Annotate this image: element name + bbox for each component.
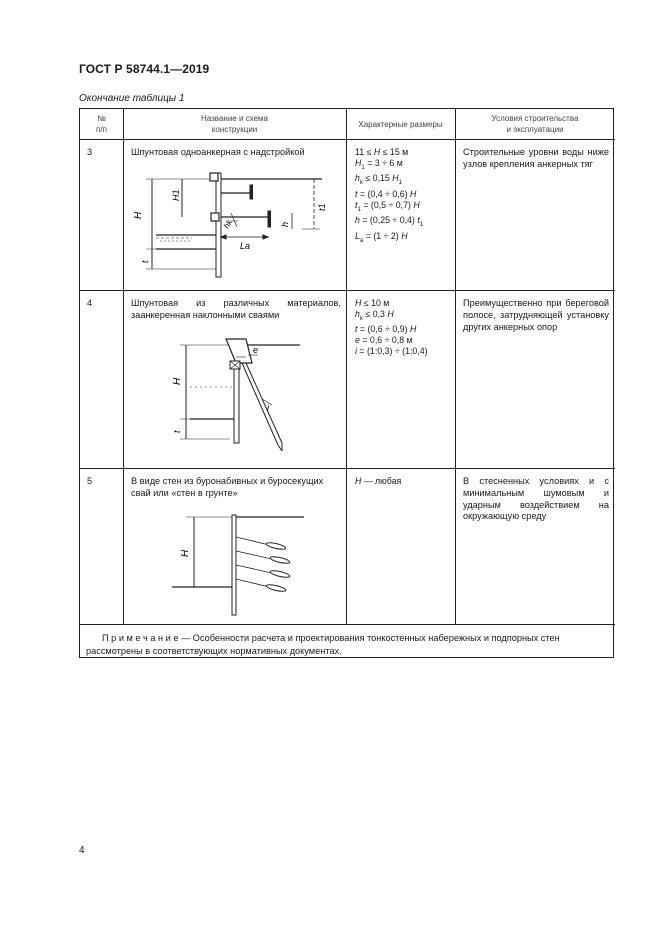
row3-dim-5: $t_1 = (0,5 \div 0,7)$ H (355, 199, 420, 213)
row3-label-H: H (133, 211, 144, 219)
row4-label-H: H (172, 377, 183, 385)
row4-dim-4: e = 0,6 ÷ 0,8 м (355, 335, 413, 346)
row3-conditions: Строительные уровни воды ниже узлов крепления анкерных тяг (463, 147, 609, 169)
row3-dim-4: t = (0,4 ÷ 0,6) H (355, 188, 417, 199)
row4-dim-2: $h_k \le 0,3$ H (355, 308, 394, 322)
row3-scheme (132, 165, 342, 287)
table-note: П р и м е ч а н и е — Особенности расчета и проектирования тонкостенных набережных и подпорных стен рассмотрены в соответствующих нормативных документах. (86, 633, 560, 656)
header-num (80, 113, 123, 135)
table-caption: Окончание таблицы 1 (79, 93, 185, 104)
row4-label-i: i (267, 403, 269, 413)
row4-dim-3: t = (0,6 ÷ 0,9) H (355, 324, 417, 335)
row3-dim-6: h = (0,25 ÷ 0,4) $t_1$ (355, 215, 424, 228)
row3-label-hk: hk (221, 218, 234, 230)
header-divider (80, 139, 615, 140)
row5-dim-1: H — любая (355, 476, 402, 486)
row5-name: В виде стен из буронабивных и буросекущих свай или «стен в грунте» (131, 476, 324, 498)
row4-label-t: t (172, 430, 182, 433)
row-divider-4 (80, 468, 615, 469)
table-frame (79, 108, 614, 658)
row4-num: 4 (87, 298, 93, 308)
header-dims: Характерные размеры (358, 120, 443, 129)
header-name-line2: конструкции (211, 125, 258, 134)
row-divider-3 (80, 290, 615, 291)
header-name-line1: Название и схема (201, 114, 268, 123)
row4-dims (355, 298, 453, 357)
page-number: 4 (79, 845, 85, 856)
row3-dims (355, 147, 453, 246)
row4-dim-5: i = (1:0,3) ÷ (1:0,4) (355, 345, 428, 356)
row5-num: 5 (87, 476, 93, 486)
row3-label-H1: H1 (171, 189, 181, 201)
col-divider-1 (123, 109, 124, 624)
col-divider-3 (455, 109, 456, 624)
row3-name: Шпунтовая одноанкерная с надстройкой (131, 147, 305, 157)
table-note-cell (80, 624, 615, 659)
row4-name: Шпунтовая из различных материалов, заанкеренная наклонными сваями (131, 298, 341, 320)
row4-conditions: Преимущественно при береговой полосе, затрудняющей установку других анкерных опор (463, 298, 609, 332)
col-divider-2 (346, 109, 347, 624)
row3-label-h: h (280, 221, 290, 227)
header-cond-line1: Условия строительства (491, 114, 579, 123)
document-code: ГОСТ Р 58744.1—2019 (79, 62, 210, 76)
header-name (123, 113, 346, 135)
row5-label-H: H (180, 549, 191, 557)
row3-dim-3: $h_k \le 0,15$ $H_1$ (355, 173, 403, 187)
row5-dims (355, 476, 453, 488)
header-cond-line2: и эксплуатации (506, 125, 564, 134)
row4-scheme (160, 335, 310, 455)
header-num-line2: п/п (96, 125, 107, 134)
row3-label-t: t (140, 260, 150, 263)
header-num-line1: № (97, 114, 106, 123)
row4-label-e: e (253, 345, 259, 355)
row5-scheme (172, 509, 312, 619)
header-conditions (455, 113, 615, 135)
row3-num: 3 (87, 147, 93, 157)
row3-label-t1: t1 (317, 203, 327, 211)
row3-label-La: La (240, 241, 251, 251)
row4-dim-1: H ≤ 10 м (355, 298, 390, 308)
row3-dim-7: $L_a = (1 \div 2)$ H (355, 230, 408, 244)
row5-conditions: В стесненных условиях и с минимальным шумовым и ударным воздействием на окружающую среду (463, 476, 609, 522)
row3-dim-1: 11 ≤ H ≤ 15 м (355, 147, 409, 157)
row3-dim-2: $H_1 = 3 \div 6$ м (355, 157, 403, 171)
